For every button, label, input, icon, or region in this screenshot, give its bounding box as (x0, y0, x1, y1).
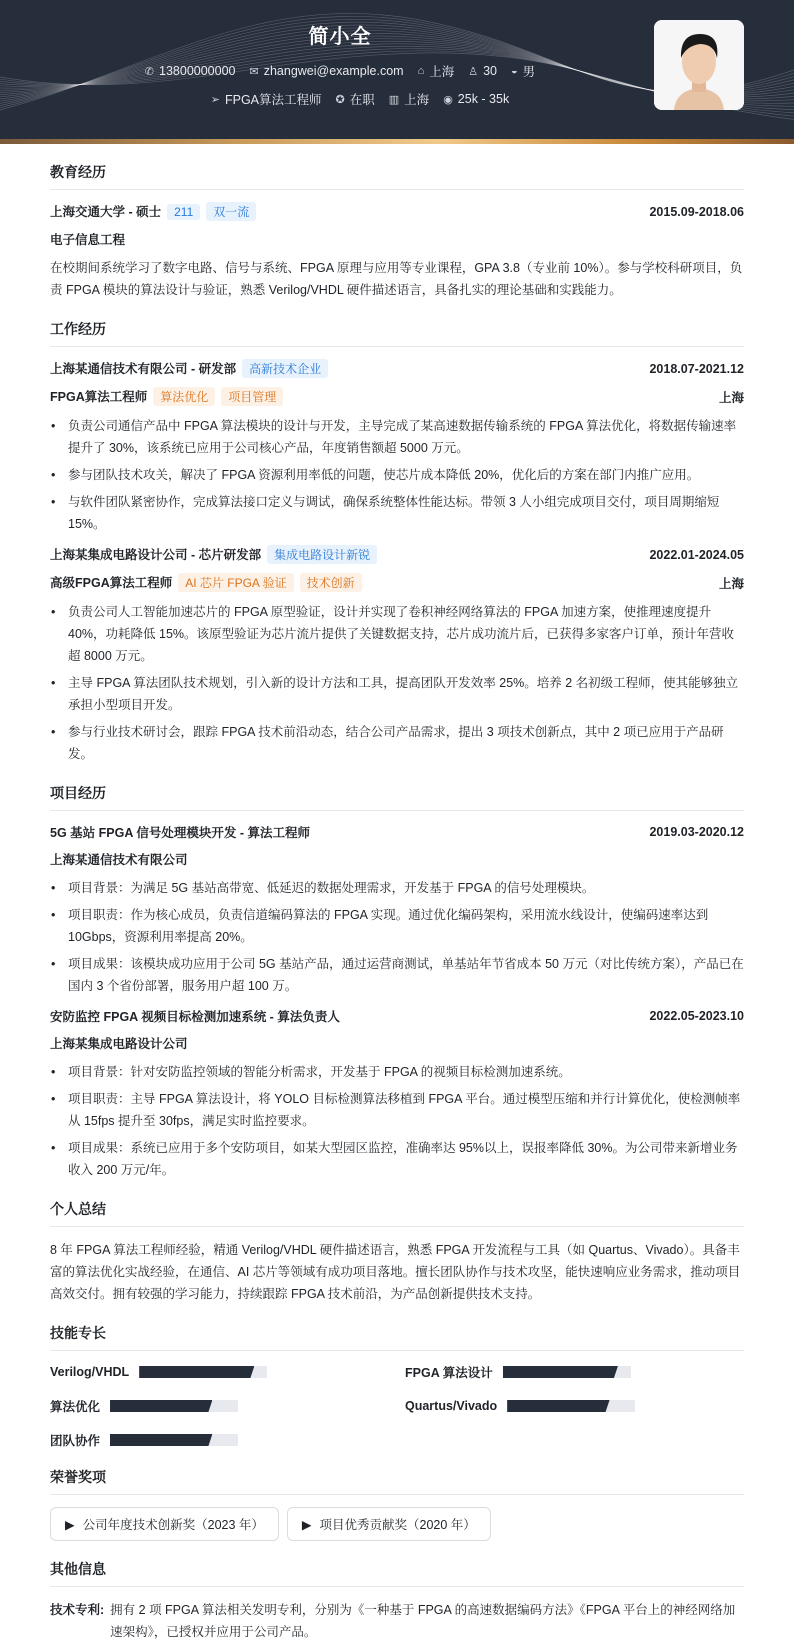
date: 2018.07-2021.12 (649, 361, 744, 376)
section-title: 荣誉奖项 (50, 1467, 744, 1495)
skill-bar (110, 1434, 238, 1446)
award-label: 公司年度技术创新奖（2023 年） (82, 1518, 264, 1532)
award-item[interactable] (50, 1507, 279, 1541)
awards-section (50, 1467, 744, 1541)
role: 高级FPGA算法工程师 (50, 576, 173, 590)
gender-icon: ◒ (511, 65, 518, 77)
bullet: • 负责公司人工智能加速芯片的 FPGA 原型验证，设计并实现了卷积神经网络算法的 FPGA 加速方案，使推理速度提升 40%，功耗降低 15%。该原型验证为芯片流片提供了关键数据支持，芯片成功流片后，已获得多家客户订单，预计年营收超 8000 万元。 (50, 601, 744, 667)
project-entry (50, 1007, 744, 1181)
tag: 高新技术企业 (242, 359, 328, 378)
date: 2019.03-2020.12 (649, 825, 744, 839)
triangle-icon: ▶ (301, 1517, 312, 1532)
bullet: • 项目成果：系统已应用于多个安防项目，如某大型园区监控，准确率达 95%以上，误报率降低 30%。为公司带来新增业务收入 200 万元/年。 (50, 1137, 744, 1181)
skill-name: 算法优化 (50, 1400, 101, 1414)
skill-item (405, 1363, 760, 1381)
status-icon: ✪ (335, 93, 345, 106)
bullet: • 负责公司通信产品中 FPGA 算法模块的设计与开发，主导完成了某高速数据传输系统的 FPGA 算法优化，将数据传输速率提升了 30%，该系统已应用于公司核心产品，年度销售额超 5000 万元。 (50, 415, 744, 459)
other-text: 拥有 2 项 FPGA 算法相关发明专利，分别为《一种基于 FPGA 的高速数据编码方法》《FPGA 平台上的神经网络加速架构》，已授权并应用于公司产品。 (110, 1603, 736, 1639)
section-title: 个人总结 (50, 1199, 744, 1227)
section-title: 技能专长 (50, 1323, 744, 1351)
project-entry (50, 823, 744, 997)
bullet: • 参与团队技术攻关，解决了 FPGA 资源利用率低的问题，使芯片成本降低 20%，优化后的方案在部门内推广应用。 (50, 464, 744, 486)
project-name: 5G 基站 FPGA 信号处理模块开发 - 算法工程师 (50, 826, 310, 840)
company: 上海某通信技术有限公司 - 研发部 (50, 362, 237, 376)
email-icon: ✉ (249, 65, 259, 78)
skill-bar (503, 1366, 631, 1378)
skill-name: Verilog/VHDL (50, 1365, 130, 1379)
avatar (654, 20, 744, 110)
bullet: • 项目成果：该模块成功应用于公司 5G 基站产品，通过运营商测试，单基站年节省成本 50 万元（对比传统方案），产品已在国内 3 个省份部署，服务用户超 100 万。 (50, 953, 744, 997)
bullet: • 主导 FPGA 算法团队技术规划，引入新的设计方法和工具，提高团队开发效率 25%。培养 2 名初级工程师，使其能够独立承担小型项目开发。 (50, 672, 744, 716)
skill-bar (507, 1400, 635, 1412)
skill-bar-fill (110, 1400, 212, 1412)
award-item[interactable] (287, 1507, 491, 1541)
project-name: 安防监控 FPGA 视频目标检测加速系统 - 算法负责人 (50, 1010, 340, 1024)
project-company: 上海某通信技术有限公司 (50, 853, 188, 867)
contact-row (0, 62, 680, 80)
award-label: 项目优秀贡献奖（2020 年） (319, 1518, 476, 1532)
resume-header (0, 0, 794, 139)
age: 30 (483, 64, 498, 78)
skill-name: Quartus/Vivado (405, 1399, 498, 1413)
section-title: 工作经历 (50, 319, 744, 347)
home-icon: ⌂ (417, 65, 425, 77)
tag: 项目管理 (221, 387, 283, 406)
city: 上海 (429, 65, 455, 79)
work-city: 上海 (404, 93, 430, 107)
bullet: • 项目职责：主导 FPGA 算法设计，将 YOLO 目标检测算法移植到 FPGA 平台。通过模型压缩和并行计算优化，使检测帧率从 15fps 提升至 30fps，满足实时监控要求。 (50, 1088, 744, 1132)
skill-bar (110, 1400, 238, 1412)
skill-item (50, 1431, 405, 1449)
skill-item (50, 1397, 405, 1415)
education-section (50, 162, 744, 301)
section-title: 其他信息 (50, 1559, 744, 1587)
date: 2015.09-2018.06 (649, 204, 744, 219)
phone-icon: ✆ (144, 65, 155, 78)
job-intent-row (20, 90, 700, 108)
status: 在职 (349, 93, 375, 107)
work-entry (50, 545, 744, 765)
gender: 男 (522, 65, 536, 79)
other-section (50, 1559, 744, 1643)
date: 2022.01-2024.05 (649, 547, 744, 562)
skill-bar-fill (503, 1366, 618, 1378)
bullet: • 参与行业技术研讨会，跟踪 FPGA 技术前沿动态，结合公司产品需求，提出 3 项技术创新点，其中 2 项已应用于产品研发。 (50, 721, 744, 765)
skill-item (50, 1363, 405, 1381)
summary-text: 8 年 FPGA 算法工程师经验，精通 Verilog/VHDL 硬件描述语言，熟悉 FPGA 开发流程与工具（如 Quartus、Vivado）。具备丰富的算法优化实战经验，在通信、AI 芯片等领域有成功项目落地。擅长团队协作与技术攻坚，能快速响应业务需求，推动项目高效交付。拥有较强的学习能力，持续跟踪 FPGA 技术前沿，为产品创新提供技术支持。 (50, 1243, 741, 1301)
tag: AI 芯片 FPGA 验证 (178, 573, 293, 592)
work-entry (50, 359, 744, 535)
summary-section (50, 1199, 744, 1305)
skill-bar-fill (507, 1400, 609, 1412)
skill-name: FPGA 算法设计 (405, 1366, 493, 1380)
skills-section (50, 1323, 744, 1449)
company: 上海某集成电路设计公司 - 芯片研发部 (50, 548, 262, 562)
send-icon: ➢ (210, 93, 220, 106)
tag: 集成电路设计新锐 (267, 545, 377, 564)
building-icon: ▥ (388, 93, 400, 106)
project-company: 上海某集成电路设计公司 (50, 1037, 188, 1051)
tag: 双一流 (206, 202, 256, 221)
section-title: 教育经历 (50, 162, 744, 190)
gold-divider (0, 139, 794, 144)
skill-name: 团队协作 (50, 1434, 101, 1448)
cake-icon: ♙ (468, 65, 479, 78)
triangle-icon: ▶ (65, 1517, 75, 1532)
bullet: • 项目背景：为满足 5G 基站高带宽、低延迟的数据处理需求，开发基于 FPGA 的信号处理模块。 (50, 877, 744, 899)
other-label: 技术专利: (50, 1603, 105, 1617)
skill-bar-fill (110, 1434, 212, 1446)
bullet: • 项目职责：作为核心成员，负责信道编码算法的 FPGA 实现。通过优化编码架构，采用流水线设计，使编码速率达到 10Gbps，资源利用率提高 20%。 (50, 904, 744, 948)
section-title: 项目经历 (50, 783, 744, 811)
skill-bar-fill (139, 1366, 254, 1378)
bullet: • 项目背景：针对安防监控领域的智能分析需求，开发基于 FPGA 的视频目标检测加速系统。 (50, 1061, 744, 1083)
tag: 技术创新 (300, 573, 362, 592)
salary-icon: ◉ (443, 93, 453, 106)
school: 上海交通大学 - 硕士 (50, 205, 162, 219)
city: 上海 (718, 390, 744, 405)
major: 电子信息工程 (50, 233, 126, 247)
phone: 13800000000 (159, 64, 236, 78)
city: 上海 (718, 576, 744, 591)
email: zhangwei@example.com (263, 64, 404, 78)
tag: 211 (167, 204, 200, 220)
bullet: • 与软件团队紧密协作，完成算法接口定义与调试，确保系统整体性能达标。带领 3 人小组完成项目交付，项目周期缩短 15%。 (50, 491, 744, 535)
project-section (50, 783, 744, 1181)
candidate-name: 简小全 (308, 26, 372, 48)
work-section (50, 319, 744, 765)
salary: 25k - 35k (457, 92, 510, 106)
date: 2022.05-2023.10 (649, 1009, 744, 1023)
position: FPGA算法工程师 (224, 93, 322, 107)
skill-bar (139, 1366, 267, 1378)
skill-item (405, 1397, 760, 1415)
role: FPGA算法工程师 (50, 390, 148, 404)
tag: 算法优化 (153, 387, 215, 406)
description: 在校期间系统学习了数字电路、信号与系统、FPGA 原理与应用等专业课程，GPA 3.8（专业前 10%）。参与学校科研项目，负责 FPGA 模块的算法设计与验证，熟悉 Verilog/VHDL 硬件描述语言，具备扎实的理论基础和实践能力。 (50, 261, 743, 297)
